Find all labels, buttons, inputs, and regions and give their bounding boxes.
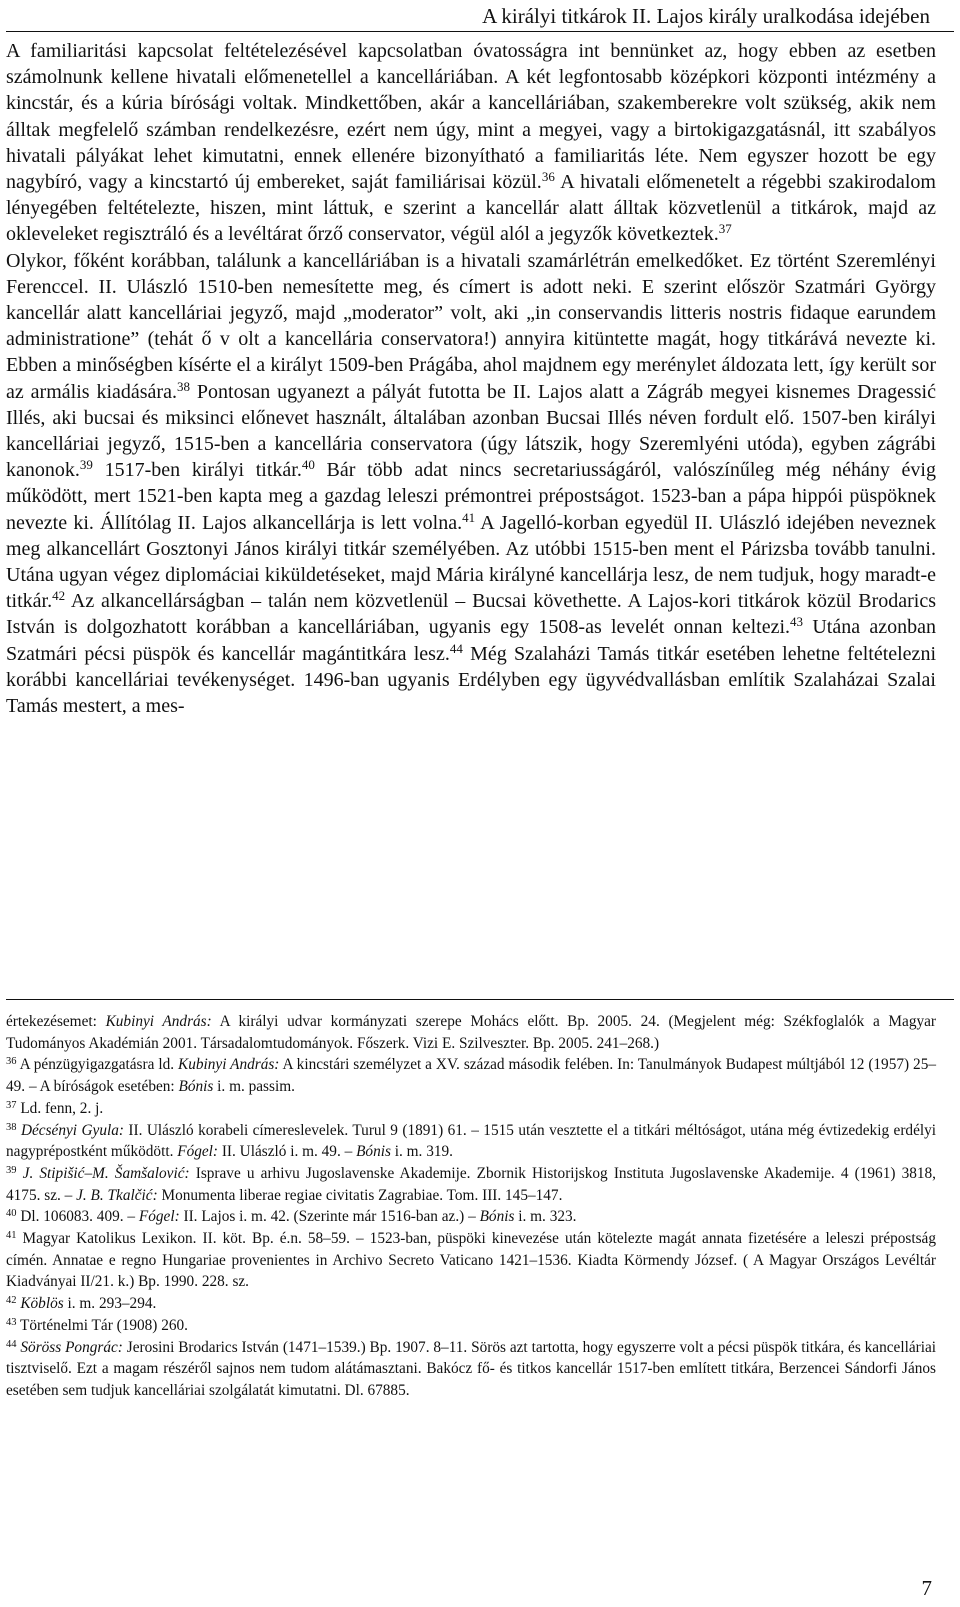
text-run: Utána azonban Szatmári pécsi püspök és kancellár magántitkára lesz. <box>6 616 936 665</box>
footnote <box>6 1206 936 1228</box>
footnote <box>6 1228 936 1293</box>
italic-text: Bónis <box>356 1143 391 1161</box>
text-run: Bár több adat nincs secretariusságáról, valószínűleg még néhány évig működött, mert 1521-ben kapta meg a gazdag leleszi prémontrei prépostságot. 1523-ban a pápa hippói püspöknek nevezte ki. Állítólag II. Lajos alkancellárja is lett volna. <box>6 459 936 534</box>
text-run: Pontosan ugyanezt a pályát futotta be II. Lajos alatt a Zágráb megyei kisnemes Dragessić Illés, aki bucsai és miksinci előnevet használt, általában azonban Bucsai Illés néven fordult elő. 1507-ben királyi kancelláriai jegyző, 1515-ben a kancellária conservatora (úgy látszik, hogy Szeremlyéni utóda), egyben zágrábi kanonok. <box>6 380 936 482</box>
footnotes <box>6 1011 936 1402</box>
text-run: A familiaritási kapcsolat feltételezésével kapcsolatban óvatosságra int bennünket az, hogy ebben az esetben számolnunk kellene hivatali előmenetellel a kancelláriában. A két legfontosabb középkori központi intézmény a kincstár, és a kúria bírósági voltak. Mindkettőben, akár a kancelláriában, szakemberekre volt szükség, akik nem álltak megfelelő számban rendelkezésre, ezért nem úgy, mint a megyei, vagy a birtokigazgatásnál, itt szabályos hivatali pályákat lehet kimutatni, ennek ellenére bizonyítható a familiaritás léte. Nem egyszer hozott be egy nagybíró, vagy a kincstartó új embereket, saját familiárisai közül. <box>6 40 936 194</box>
footnote <box>6 1098 936 1120</box>
text-run: Jerosini Brodarics István (1471–1539.) Bp. 1907. 8–11. Sörös azt tartotta, hogy egyszerre volt a pécsi püspök titkára, és kancelláriai tisztviselő. Ezt a magam részéről sajnos nem tudom alátámasztani. Bakócz fő- és titkos kancellár 1517-ben említett titkára, Berzencei Sándorfi János esetében sem tudjuk kancelláriai szolgálatát kimutatni. Dl. 67885. <box>6 1338 936 1399</box>
italic-text: Köblös <box>20 1295 64 1313</box>
footnote-marker: 36 <box>541 169 555 185</box>
footnote <box>6 1163 936 1206</box>
text-run: i. m. 323. <box>514 1208 577 1226</box>
text-run: A kincstári személyzet a XV. század második felében. In: Tanulmányok Budapest múltjából 12 (1957) 25–49. – A bíróságok esetében: <box>6 1056 936 1096</box>
footnote-marker: 36 <box>6 1056 17 1068</box>
text-run: Dl. 106083. 409. – <box>16 1208 139 1226</box>
text-run: A királyi udvar kormányzati szerepe Mohács előtt. Bp. 2005. 24. (Megjelent még: Székfoglalók a Magyar Tudományos Akadémián 2001. Társadalomtudományok. Főszerk. Vizi E. Szilveszter. Bp. 2005. 241–268.) <box>6 1013 937 1052</box>
italic-text: Décsényi Gyula: <box>20 1121 124 1139</box>
running-header: A királyi titkárok II. Lajos király uralkodása idejében <box>482 4 930 28</box>
text-run: Ld. fenn, 2. j. <box>16 1099 104 1117</box>
footnote-marker: 37 <box>6 1099 17 1111</box>
footnote <box>6 1120 936 1163</box>
footnote-marker: 37 <box>718 221 732 237</box>
page-number: 7 <box>921 1576 932 1600</box>
footnote-marker: 38 <box>6 1121 17 1133</box>
italic-text: Kubinyi András: <box>105 1013 212 1030</box>
footnote-marker: 44 <box>449 640 463 656</box>
text-run: Olykor, főként korábban, találunk a kancelláriában is a hivatali szamárlétrán emelkedőket. Ez történt Szeremlényi Ferenccel. II. Ulászló 1510-ben nemesítette meg, és címert is adott neki. E szerint először Szatmári György kancellár alatt kancelláriai jegyző, majd „moderator” volt, aki „in conservandis litteris nostris fidaque earundem administratione” (tehát ő v olt a kancellária conservatora!) annyira kitüntette magát, hogy titkárává nevezte ki. Ebben a minőségben kísérte el a királyt 1509-ben Prágába, ahol majdnem egy merénylet áldozata lett, így került sor az armális kiadására. <box>6 249 936 403</box>
footnote-separator <box>6 999 954 1000</box>
text-run: A pénzügyigazgatásra ld. <box>16 1056 178 1074</box>
body-paragraph <box>6 38 936 248</box>
text-run: 1517-ben királyi titkár. <box>92 459 302 482</box>
italic-text: Bónis <box>178 1078 214 1096</box>
header-rule <box>6 31 954 32</box>
footnote-marker: 38 <box>176 378 190 394</box>
footnote-marker: 43 <box>790 614 804 630</box>
italic-text: Fógel: <box>177 1143 218 1161</box>
text-run: Isprave u arhivu Jugoslavenske Akademije. Zbornik Historijskog Instituta Jugoslavenske Akademije. 4 (1961) 3818, 4175. sz. – <box>6 1164 936 1204</box>
main-text <box>6 38 936 719</box>
footnote <box>6 1315 936 1337</box>
footnote-marker: 39 <box>79 457 93 473</box>
body-paragraph <box>6 248 936 720</box>
italic-text: Bónis <box>479 1208 515 1226</box>
text-run: i. m. 293–294. <box>63 1295 157 1313</box>
italic-text: Fógel: <box>138 1208 180 1226</box>
footnote-marker: 41 <box>462 509 476 525</box>
footnote-marker: 42 <box>6 1295 17 1307</box>
italic-text: Kubinyi András: <box>178 1056 280 1074</box>
italic-text: J. Stipišić–M. Šamšalović: <box>22 1164 190 1182</box>
text-run: Még Szalaházi Tamás titkár esetében lehetne feltételezni korábbi kancelláriai tevékenységet. 1496-ban ugyanis Erdélyben egy ügyvédvallásban említik Szalaházai Szalai Tamás mestert, a mes- <box>6 642 936 718</box>
footnote <box>6 1011 936 1054</box>
footnote <box>6 1337 936 1402</box>
text-run: Monumenta liberae regiae civitatis Zagrabiae. Tom. III. 145–147. <box>157 1186 563 1204</box>
footnote-marker: 39 <box>6 1164 17 1176</box>
text-run: Történelmi Tár (1908) 260. <box>16 1316 188 1334</box>
text-run: Magyar Katolikus Lexikon. II. köt. Bp. é.n. 58–59. – 1523-ban, püspöki kinevezése után kötelezte magát annata fizetésére a leleszi prépostság címén. Annatae e regno Hungariae provenientes in Archivo Secreto Vaticano 1421–1536. Kiadta Körmendy József. ( A Magyar Országos Levéltár Kiadványai II/21. k.) Bp. 1990. 228. sz. <box>6 1230 936 1291</box>
italic-text: Söröss Pongrác: <box>20 1338 123 1356</box>
footnote <box>6 1293 936 1315</box>
italic-text: J. B. Tkalčić: <box>76 1186 158 1204</box>
footnote-marker: 43 <box>6 1316 17 1328</box>
footnote-marker: 44 <box>6 1338 17 1350</box>
text-run: Az alkancellárságban – talán nem közvetlenül – Bucsai követhette. A Lajos-kori titkárok közül Brodarics István is dolgozhatott korábban a kancelláriában, ugyanis egy 1508-as levelét onnan keltezi. <box>6 590 936 639</box>
text-run: II. Ulászló i. m. 49. – <box>218 1143 357 1161</box>
text-run: értekezésemet: <box>6 1013 106 1030</box>
footnote-marker: 41 <box>6 1230 17 1242</box>
text-run: II. Lajos i. m. 42. (Szerinte már 1516-ban az.) – <box>179 1208 480 1226</box>
footnote-marker: 42 <box>52 588 66 604</box>
footnote-marker: 40 <box>301 457 315 473</box>
footnote-marker: 40 <box>6 1208 17 1220</box>
text-run: i. m. passim. <box>213 1078 295 1096</box>
footnote <box>6 1054 936 1097</box>
text-run: A hivatali előmenetelt a régebbi szakirodalom lényegében feltételezte, hiszen, mint láttuk, e szerint a kancellár alatt álltak közvetlenül a titkárok, majd az okleveleket regisztráló és a levéltárat őrző conservator, végül alól a jegyzők következtek. <box>6 171 936 246</box>
text-run: A Jagelló-korban egyedül II. Ulászló idejében neveznek meg alkancellárt Gosztonyi János királyi titkár személyében. Az utóbbi 1515-ben ment el Párizsba tovább tanulni. Utána ugyan végez diplomáciai kiküldetéseket, majd Mária királyné kancellárja lesz, de nem tudjuk, hogy maradt-e titkár. <box>6 511 936 613</box>
text-run: i. m. 319. <box>390 1143 453 1161</box>
text-run: II. Ulászló korabeli címereslevelek. Turul 9 (1891) 61. – 1515 után vesztette el a titkári méltóságot, utána még évtizedekig erdélyi nagyprépostként működött. <box>6 1121 937 1161</box>
